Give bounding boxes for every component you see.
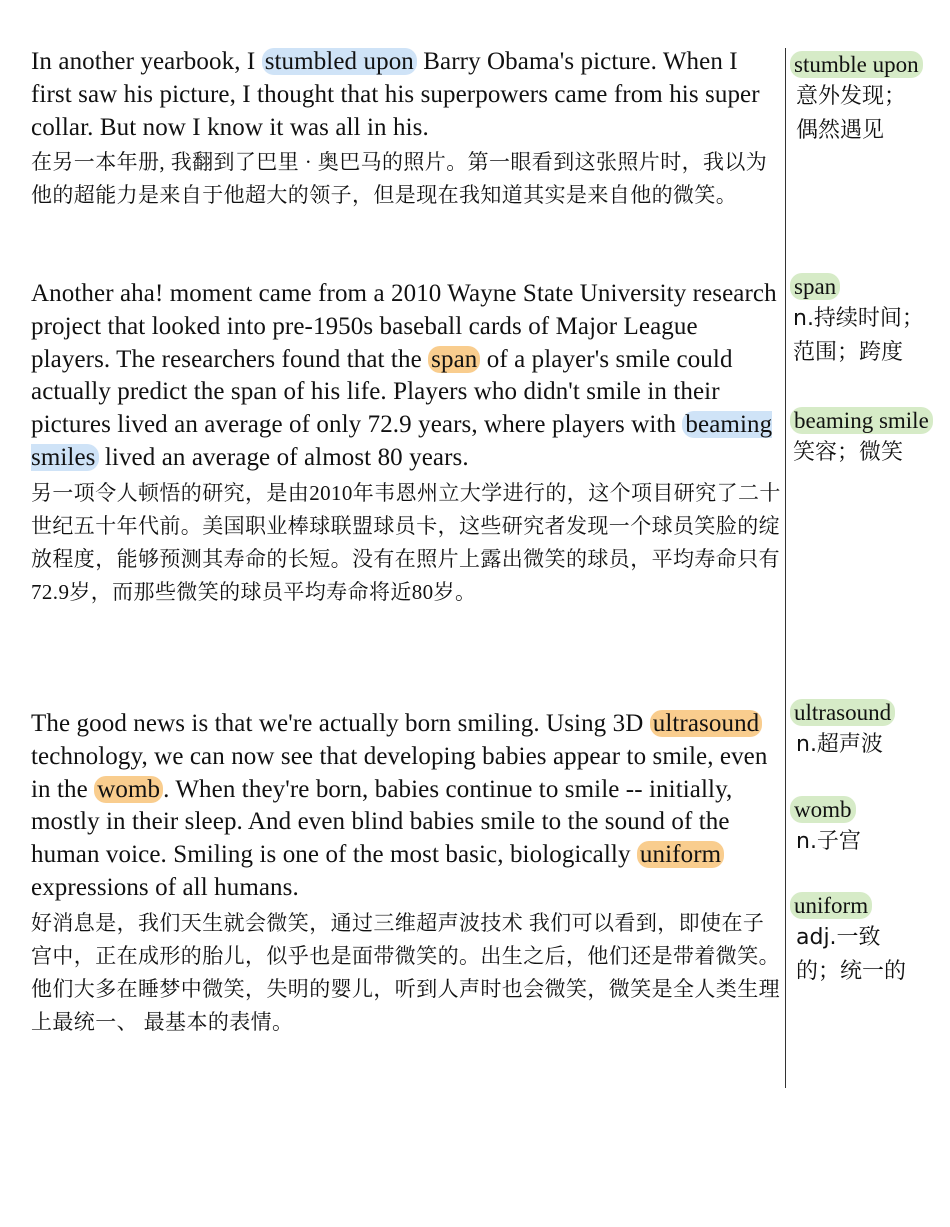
text-run: Another aha! moment came from a 2010 Wayne State University research project that looked into pre-1950s baseball cards of Major League players. The researchers found that the — [31, 280, 777, 373]
definition-line: n.持续时间； — [793, 306, 924, 331]
paragraph-2 — [31, 278, 781, 609]
text-run: technology, we can now see that developing babies appear to smile, even in the — [31, 742, 768, 803]
paragraph-english — [31, 708, 781, 905]
paragraph-1 — [31, 46, 781, 212]
glossary-entry — [790, 892, 950, 989]
glossary-entry — [790, 273, 950, 370]
highlighted-vocab: stumbled upon — [262, 48, 417, 75]
text-run: In another yearbook, I — [31, 48, 262, 75]
definition-line: n.子宫 — [796, 829, 861, 854]
paragraph-english — [31, 278, 781, 475]
highlighted-vocab: uniform — [637, 841, 724, 868]
definition-line: n.超声波 — [796, 732, 883, 757]
glossary-term: ultrasound — [790, 699, 895, 726]
text-run: . When they're born, babies continue to smile -- initially, mostly in their sleep. And even blind babies smile to the sound of the human voice. Smiling is one of the most basic, biologically — [31, 775, 733, 869]
glossary-entry — [790, 51, 950, 148]
paragraph-english — [31, 46, 781, 144]
glossary-entry — [790, 407, 950, 470]
glossary-definition — [796, 80, 950, 148]
text-run: Barry Obama's picture. When I first saw his picture, I thought that his superpowers came from his super collar. But now I know it was all in his. — [31, 48, 760, 141]
paragraph-chinese: 在另一本年册, 我翻到了巴里 · 奥巴马的照片。第一眼看到这张照片时，我以为他的超能力是来自于他超大的领子，但是现在我知道其实是来自他的微笑。 — [31, 150, 768, 208]
glossary-term: womb — [790, 796, 856, 823]
definition-line: 的；统一的 — [796, 959, 907, 984]
glossary-definition — [793, 302, 950, 370]
glossary-term: span — [790, 273, 840, 300]
text-run: expressions of all humans. — [31, 873, 299, 901]
definition-line: 笑容；微笑 — [793, 440, 904, 465]
highlighted-vocab: span — [428, 346, 480, 373]
text-run: of a player's smile could actually predict the span of his life. Players who didn't smile in their pictures lived an average of only 72.9 years, where players with — [31, 345, 733, 439]
definition-line: 偶然遇见 — [796, 118, 885, 143]
definition-line: adj.一致 — [796, 925, 881, 950]
highlighted-vocab: womb — [94, 776, 163, 803]
text-run: The good news is that we're actually born smiling. Using 3D — [31, 710, 650, 737]
glossary-definition — [796, 825, 950, 859]
glossary-definition — [796, 728, 950, 762]
paragraph-chinese: 另一项令人顿悟的研究，是由2010年韦恩州立大学进行的，这个项目研究了二十世纪五十年代前。美国职业棒球联盟球员卡，这些研究者发现一个球员笑脸的绽放程度，能够预测其寿命的长短。没有在照片上露出微笑的球员，平均寿命只有72.9岁，而那些微笑的球员平均寿命将近80岁。 — [31, 480, 781, 604]
definition-line: 范围；跨度 — [793, 340, 904, 365]
text-run: lived an average of almost 80 years. — [98, 443, 469, 471]
glossary-definition — [793, 436, 950, 470]
glossary-entry — [790, 699, 950, 762]
highlighted-vocab: ultrasound — [650, 710, 763, 737]
paragraph-chinese: 好消息是，我们天生就会微笑，通过三维超声波技术 我们可以看到，即使在子宫中，正在成形的胎儿，似乎也是面带微笑的。出生之后，他们还是带着微笑。他们大多在睡梦中微笑，失明的婴儿，听到人声时也会微笑，微笑是全人类生理上最统一、 最基本的表情。 — [31, 910, 780, 1034]
margin-divider — [785, 48, 786, 1088]
paragraph-3 — [31, 708, 781, 1039]
glossary-definition — [796, 921, 950, 989]
glossary-term: stumble upon — [790, 51, 923, 78]
glossary-entry — [790, 796, 950, 859]
glossary-term: beaming smile — [790, 407, 933, 434]
highlighted-vocab: beaming smiles — [31, 411, 773, 471]
definition-line: 意外发现； — [796, 84, 907, 109]
glossary-term: uniform — [790, 892, 872, 919]
